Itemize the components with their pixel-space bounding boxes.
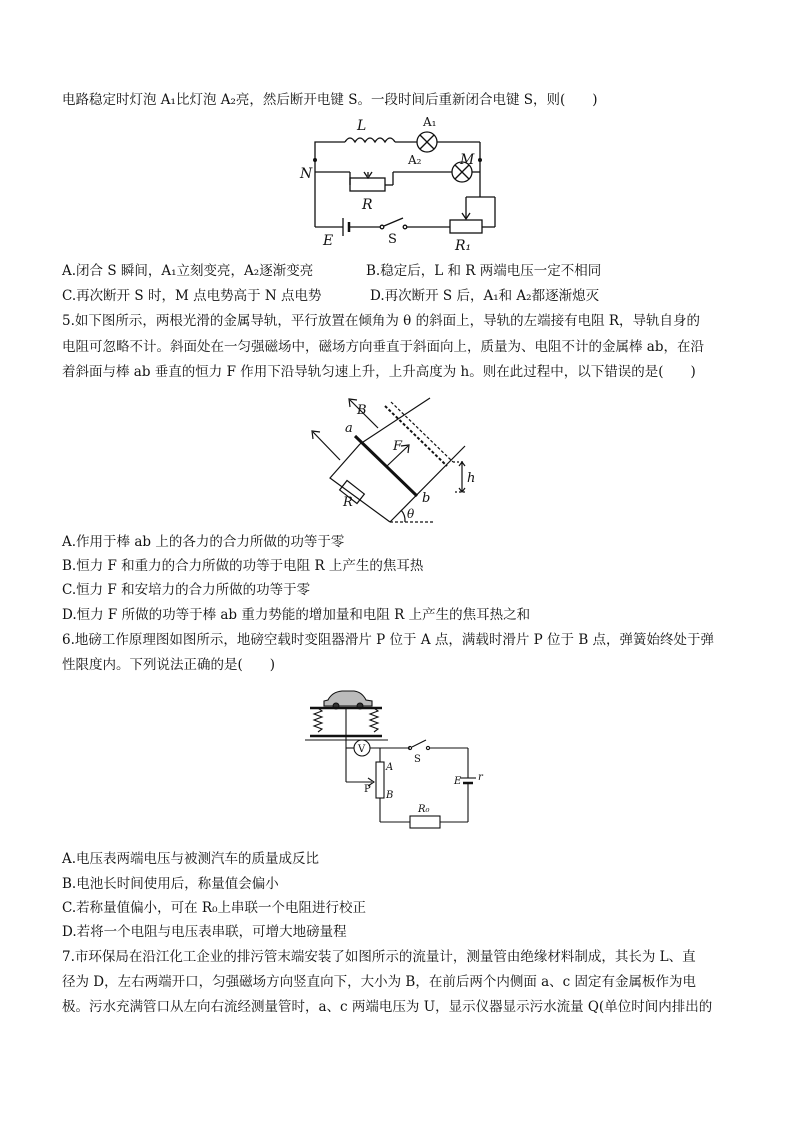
q6-label-R0: R₀ <box>418 804 430 815</box>
q6-stem-line-1: 6.地磅工作原理图如图所示，地磅空载时变阻器滑片 P 位于 A 点，满载时滑片 P 位于 B 点，弹簧始终处于弹 <box>62 632 715 648</box>
q5-label-b: b <box>422 491 431 506</box>
q5-label-R: R <box>343 495 353 510</box>
q4-option-b: B.稳定后，L 和 R 两端电压一定不相同 <box>366 263 602 279</box>
q5-label-h: h <box>467 471 476 486</box>
q5-incline-diagram <box>305 388 490 528</box>
q6-option-c: C.若称量值偏小，可在 R₀上串联一个电阻进行校正 <box>62 900 367 916</box>
q4-label-L: L <box>357 118 367 134</box>
q6-label-S: S <box>414 754 421 765</box>
q6-stem-line-2: 性限度内。下列说法正确的是( ) <box>62 657 276 673</box>
q5-label-a: a <box>345 421 353 436</box>
q4-label-R: R <box>362 197 373 213</box>
q4-circuit-diagram <box>285 112 505 257</box>
q7-stem-line-2: 径为 D，左右两端开口，匀强磁场方向竖直向下，大小为 B，在前后两个内侧面 a、c 固定有金属板作为电 <box>62 974 697 990</box>
q5-option-a: A.作用于棒 ab 上的各力的合力所做的功等于零 <box>62 534 345 550</box>
q5-option-d: D.恒力 F 所做的功等于棒 ab 重力势能的增加量和电阻 R 上产生的焦耳热之和 <box>62 607 531 623</box>
q4-label-N: N <box>300 166 313 182</box>
q7-stem-line-1: 7.市环保局在沿江化工企业的排污管末端安装了如图所示的流量计，测量管由绝缘材料制成，其长为 L、直 <box>62 949 696 965</box>
q5-option-c: C.恒力 F 和安培力的合力所做的功等于零 <box>62 582 311 598</box>
q4-label-M: M <box>460 152 475 168</box>
q6-option-d: D.若将一个电阻与电压表串联，可增大地磅量程 <box>62 924 347 940</box>
q4-label-E: E <box>323 233 334 249</box>
q4-label-A1: A₁ <box>423 115 437 129</box>
q5-stem-line-3: 着斜面与棒 ab 垂直的恒力 F 作用下沿导轨匀速上升，上升高度为 h。则在此过程中，以下错误的是( ) <box>62 364 696 380</box>
q6-label-E: E <box>454 776 462 787</box>
q6-label-B: B <box>386 790 394 801</box>
q4-label-S: S <box>388 232 397 247</box>
q4-option-a: A.闭合 S 瞬间，A₁立刻变亮，A₂逐渐变亮 <box>62 263 314 279</box>
q5-stem-line-1: 5.如下图所示，两根光滑的金属导轨，平行放置在倾角为 θ 的斜面上，导轨的左端接有电阻 R，导轨自身的 <box>62 313 701 329</box>
q7-stem-line-3: 极。污水充满管口从左向右流经测量管时，a、c 两端电压为 U，显示仪器显示污水流量 Q(单位时间内排出的 <box>62 999 713 1015</box>
q6-option-b: B.电池长时间使用后，称量值会偏小 <box>62 876 279 892</box>
q5-label-B: B <box>357 403 367 418</box>
q4-label-R1: R₁ <box>455 238 472 254</box>
q6-label-V: V <box>358 744 366 755</box>
q5-stem-line-2: 电阻可忽略不计。斜面处在一匀强磁场中，磁场方向垂直于斜面向上，质量为、电阻不计的金属棒 ab，在沿 <box>62 339 704 355</box>
q4-label-A2: A₂ <box>408 153 422 167</box>
q6-option-a: A.电压表两端电压与被测汽车的质量成反比 <box>62 851 320 867</box>
q5-label-theta: θ <box>407 507 415 521</box>
q6-label-P: P <box>364 784 371 795</box>
q4-option-c: C.再次断开 S 时，M 点电势高于 N 点电势 <box>62 288 322 304</box>
q6-label-A: A <box>386 762 394 773</box>
q5-label-F: F <box>393 439 403 454</box>
q6-weighbridge-diagram <box>300 686 490 831</box>
q4-stem: 电路稳定时灯泡 A₁比灯泡 A₂亮，然后断开电键 S。一段时间后重新闭合电键 S，则( ) <box>62 92 598 108</box>
q5-option-b: B.恒力 F 和重力的合力所做的功等于电阻 R 上产生的焦耳热 <box>62 558 424 574</box>
q4-option-d: D.再次断开 S 后，A₁和 A₂都逐渐熄灭 <box>370 288 600 304</box>
q6-label-r: r <box>478 772 483 783</box>
